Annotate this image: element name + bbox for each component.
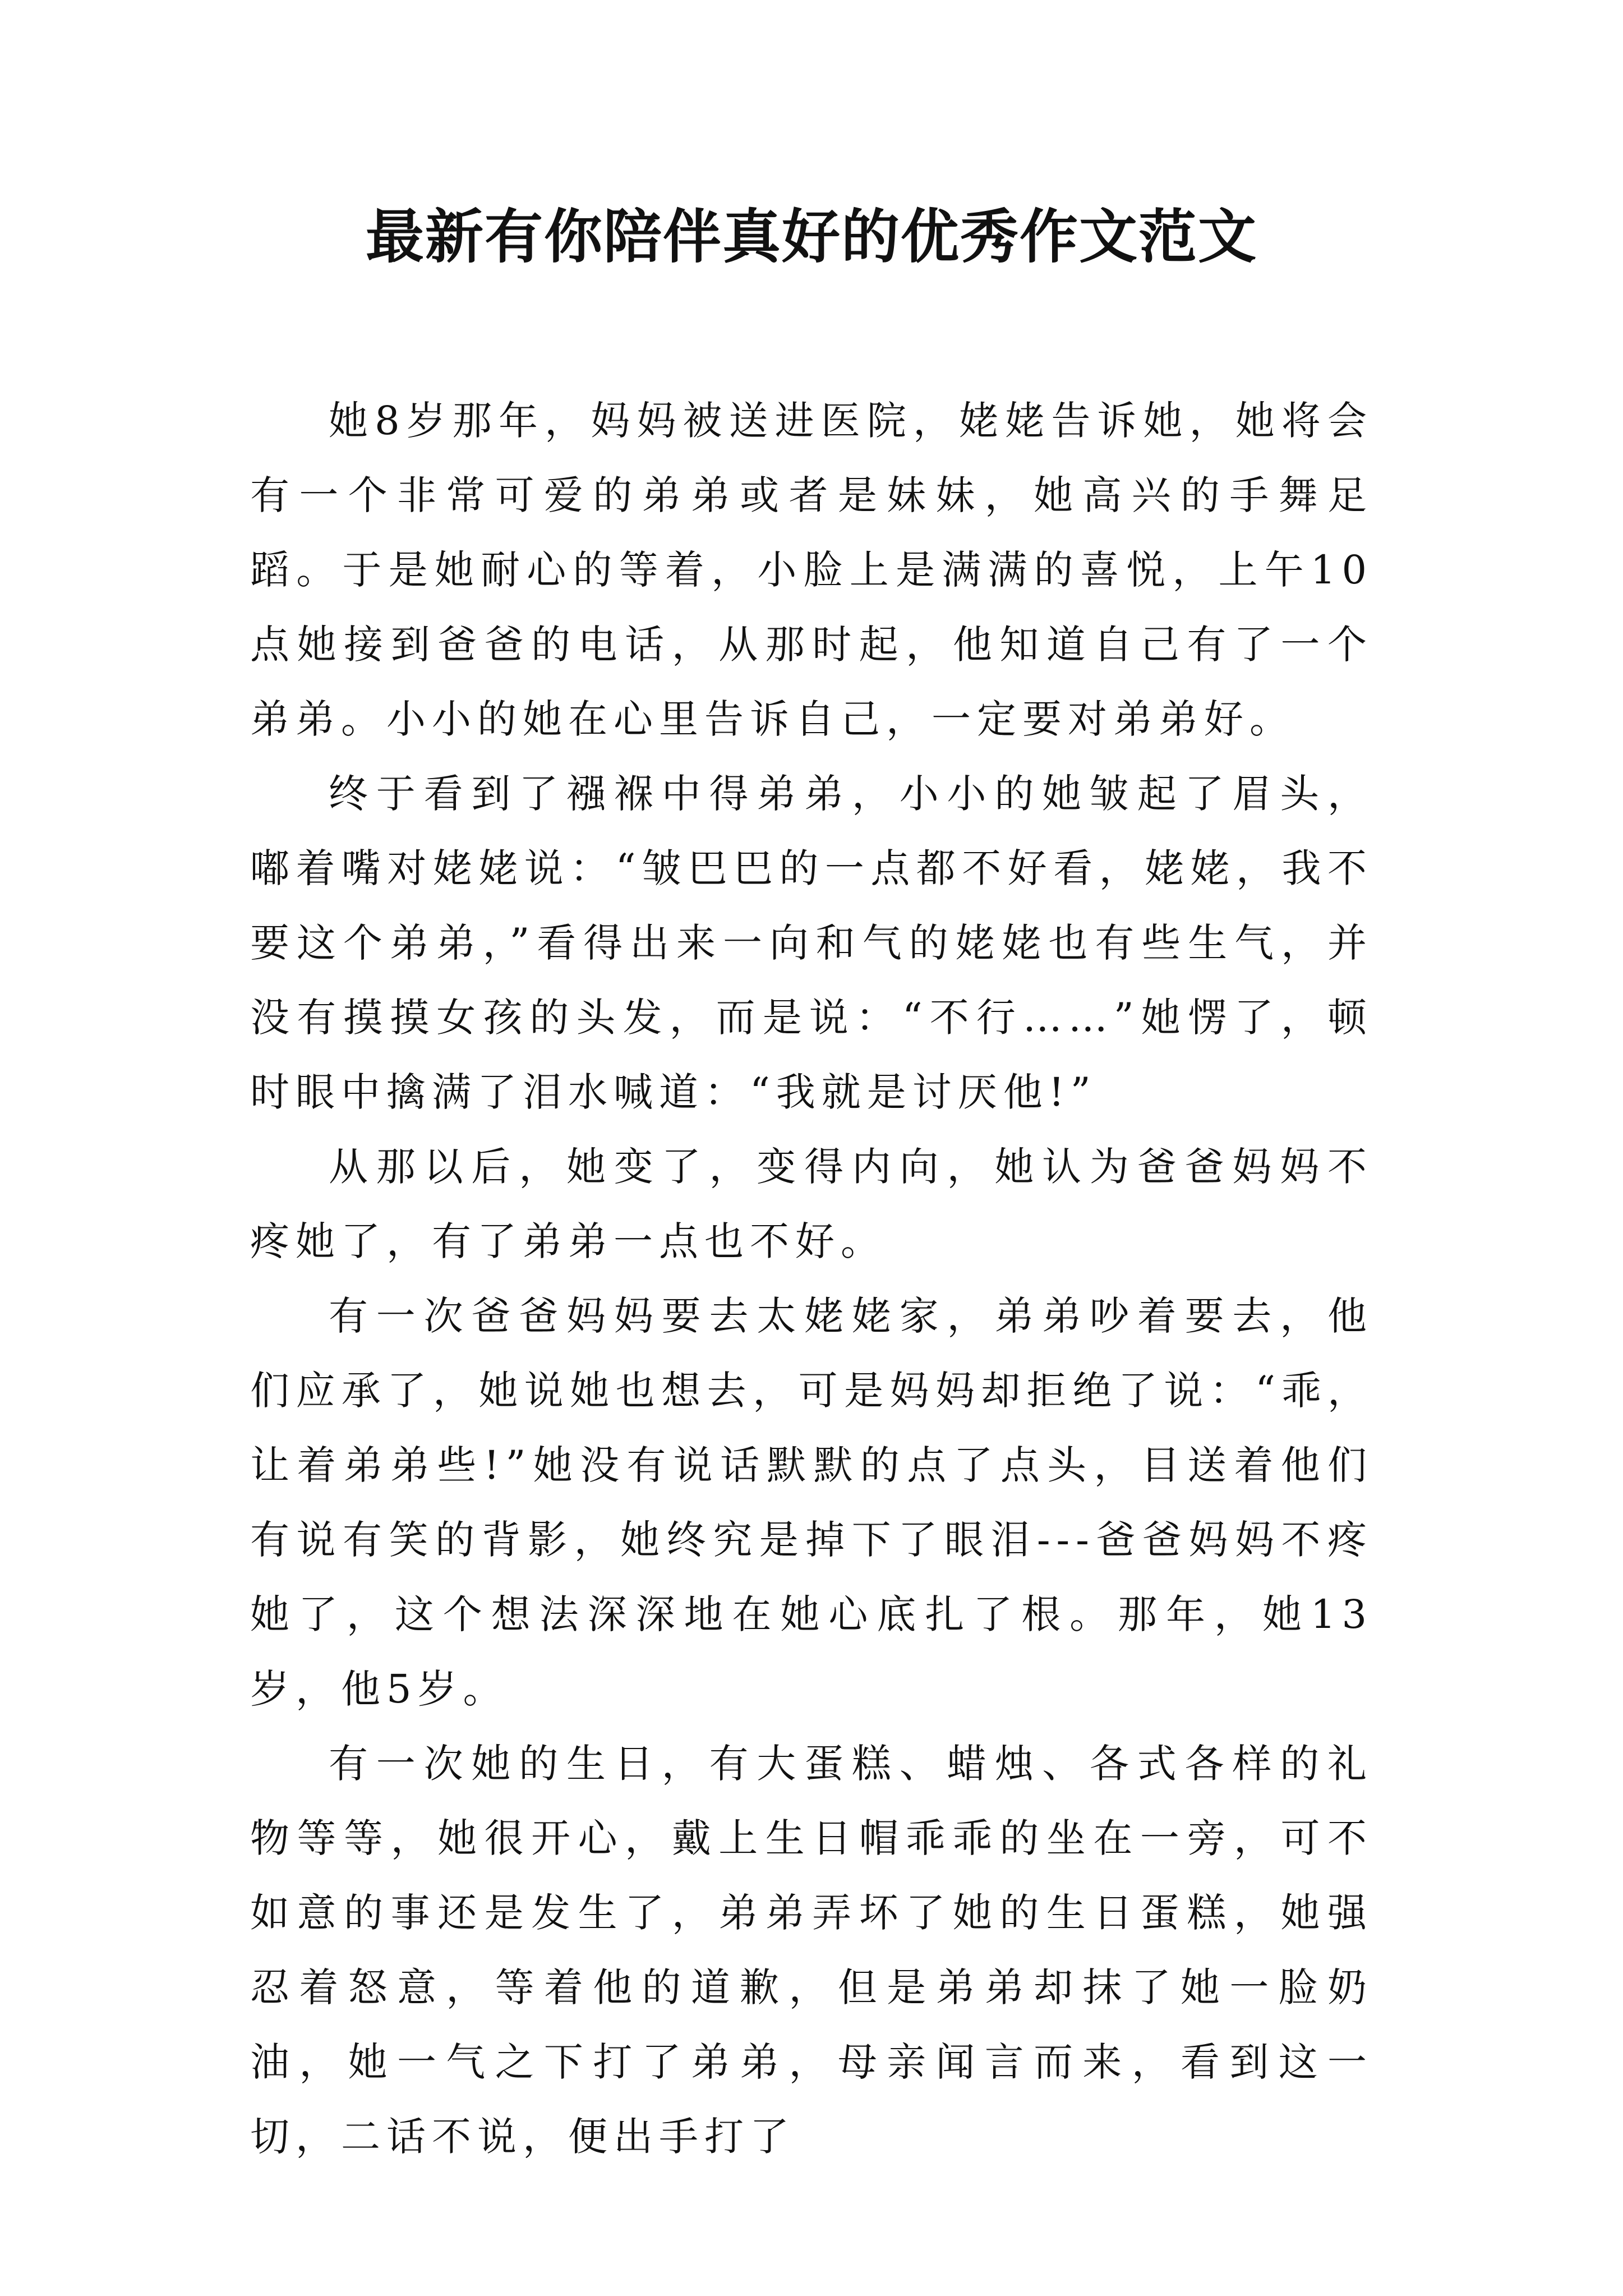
document-body: [250, 384, 1373, 2174]
paragraph: 从那以后，她变了，变得内向，她认为爸爸妈妈不疼她了，有了弟弟一点也不好。: [250, 1144, 1373, 1264]
paragraph: 有一次她的生日，有大蛋糕、蜡烛、各式各样的礼物等等，她很开心，戴上生日帽乖乖的坐在一旁，可不如意的事还是发生了，弟弟弄坏了她的生日蛋糕，她强忍着怒意，等着他的道歉，但是弟弟却抹了她一脸奶油，她一气之下打了弟弟，母亲闻言而来，看到这一切，二话不说，便出手打了: [250, 1741, 1373, 2160]
paragraph: 终于看到了襁褓中得弟弟，小小的她皱起了眉头，嘟着嘴对姥姥说：“皱巴巴的一点都不好看，姥姥，我不要这个弟弟，”看得出来一向和气的姥姥也有些生气，并没有摸摸女孩的头发，而是说：“不行……”她愣了，顿时眼中擒满了泪水喊道：“我就是讨厌他!”: [250, 771, 1373, 1115]
document-title: 最新有你陪伴真好的优秀作文范文: [365, 202, 1257, 271]
paragraph: 她8岁那年，妈妈被送进医院，姥姥告诉她，她将会有一个非常可爱的弟弟或者是妹妹，她高兴的手舞足蹈。于是她耐心的等着，小脸上是满满的喜悦，上午10点她接到爸爸的电话，从那时起，他知道自己有了一个弟弟。小小的她在心里告诉自己，一定要对弟弟好。: [250, 398, 1373, 742]
paragraph: 有一次爸爸妈妈要去太姥姥家，弟弟吵着要去，他们应承了，她说她也想去，可是妈妈却拒绝了说：“乖，让着弟弟些!”她没有说话默默的点了点头，目送着他们有说有笑的背影，她终究是掉下了眼泪---爸爸妈妈不疼她了，这个想法深深地在她心底扎了根。那年，她13岁，他5岁。: [250, 1293, 1373, 1712]
